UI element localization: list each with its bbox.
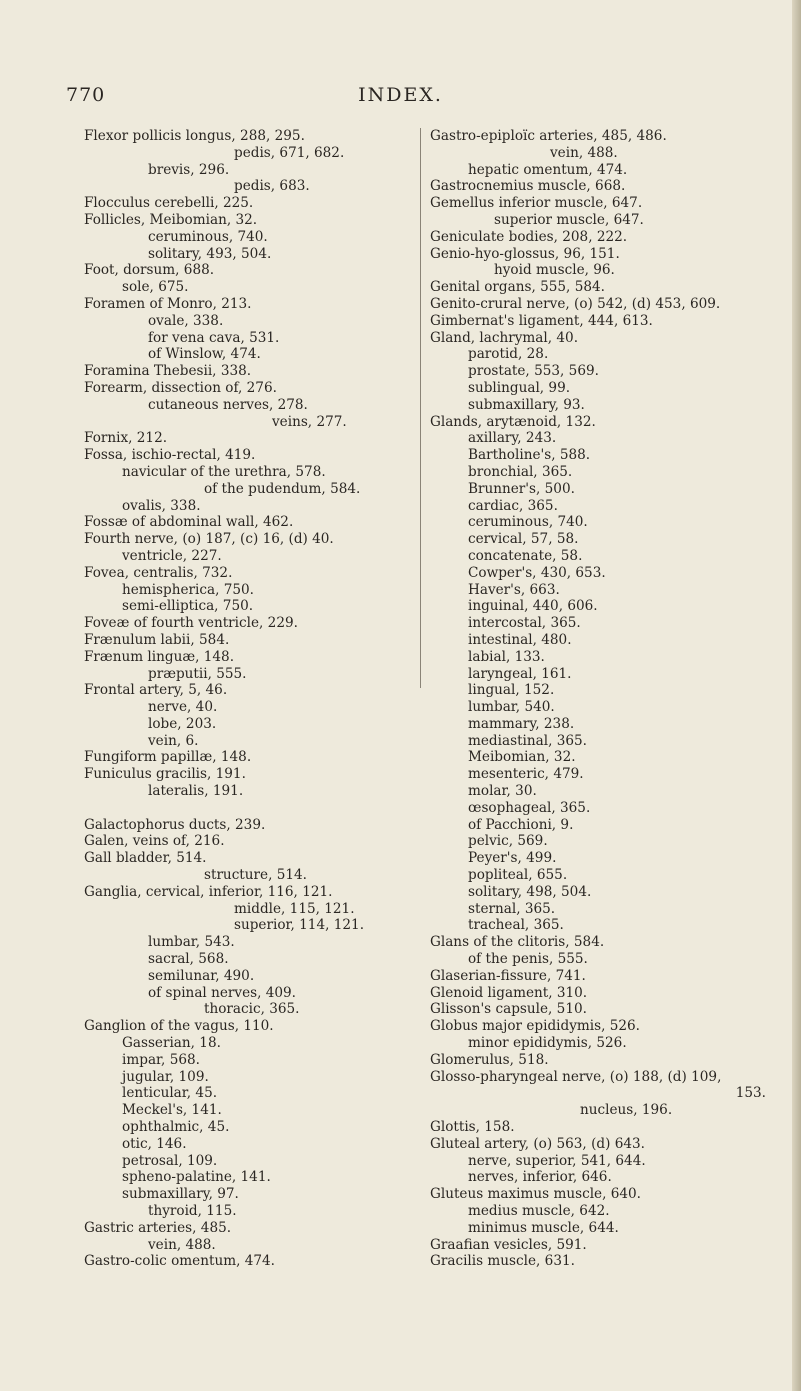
index-subentry: tracheal, 365. <box>468 917 564 934</box>
index-subentry: lingual, 152. <box>468 682 555 699</box>
index-entry: Frænulum labii, 584. <box>84 631 230 648</box>
index-subentry: inguinal, 440, 606. <box>468 598 598 615</box>
index-entry: Fossa, ischio-rectal, 419. <box>84 447 256 464</box>
index-subentry: lenticular, 45. <box>122 1085 218 1102</box>
index-entry: Gluteus maximus muscle, 640. <box>430 1186 642 1203</box>
index-subentry: Gasserian, 18. <box>122 1035 221 1052</box>
index-subentry: Meckel's, 141. <box>122 1102 222 1119</box>
index-subentry: solitary, 493, 504. <box>148 245 272 262</box>
page-number: 770 <box>66 84 106 106</box>
index-subentry: Brunner's, 500. <box>468 480 575 497</box>
index-subentry: otic, 146. <box>122 1135 187 1152</box>
index-subentry: axillary, 243. <box>468 430 557 447</box>
index-entry: Glans of the clitoris, 584. <box>430 934 605 951</box>
index-entry: Frontal artery, 5, 46. <box>84 682 228 699</box>
index-entry: Fourth nerve, (o) 187, (c) 16, (d) 40. <box>84 531 334 548</box>
index-entry: Globus major epididymis, 526. <box>430 1018 641 1035</box>
index-subentry: vein, 488. <box>550 144 618 161</box>
index-entry: Galactophorus ducts, 239. <box>84 816 266 833</box>
index-subentry: minor epididymis, 526. <box>468 1035 627 1052</box>
running-title: INDEX. <box>358 84 443 106</box>
index-subentry: Cowper's, 430, 653. <box>468 564 606 581</box>
index-subentry: impar, 568. <box>122 1051 200 1068</box>
index-subentry: cervical, 57, 58. <box>468 531 579 548</box>
index-subentry: Meibomian, 32. <box>468 749 576 766</box>
index-subentry: Bartholine's, 588. <box>468 447 591 464</box>
index-column-right <box>430 128 770 1270</box>
index-subentry: superior, 114, 121. <box>234 917 365 934</box>
index-entry: Graafian vesicles, 591. <box>430 1236 587 1253</box>
index-subentry: veins, 277. <box>272 413 347 430</box>
index-subentry: submaxillary, 97. <box>122 1186 239 1203</box>
index-subentry: middle, 115, 121. <box>234 900 355 917</box>
index-subentry: nerve, 40. <box>148 699 218 716</box>
index-subentry: cutaneous nerves, 278. <box>148 396 308 413</box>
index-entry: Funiculus gracilis, 191. <box>84 766 246 783</box>
index-entry: Fungiform papillæ, 148. <box>84 749 252 766</box>
page-edge <box>792 0 801 1391</box>
index-entry: Gimbernat's ligament, 444, 613. <box>430 312 653 329</box>
index-entry: Frænum linguæ, 148. <box>84 648 235 665</box>
index-entry: Glisson's capsule, 510. <box>430 1001 587 1018</box>
index-entry: Glands, arytænoid, 132. <box>430 413 596 430</box>
index-subentry: prostate, 553, 569. <box>468 363 599 380</box>
index-subentry: mesenteric, 479. <box>468 766 584 783</box>
index-subentry: sternal, 365. <box>468 900 556 917</box>
index-subentry: ovalis, 338. <box>122 497 201 514</box>
index-subentry: solitary, 498, 504. <box>468 883 592 900</box>
index-subentry: cardiac, 365. <box>468 497 558 514</box>
index-subentry: œsophageal, 365. <box>468 799 591 816</box>
index-subentry: intestinal, 480. <box>468 631 572 648</box>
index-entry: Gluteal artery, (o) 563, (d) 643. <box>430 1135 645 1152</box>
index-entry: Glottis, 158. <box>430 1119 515 1136</box>
index-subentry: of Winslow, 474. <box>148 346 261 363</box>
index-subentry: ophthalmic, 45. <box>122 1119 230 1136</box>
index-subentry: labial, 133. <box>468 648 545 665</box>
index-subentry: parotid, 28. <box>468 346 549 363</box>
index-entry: Gastric arteries, 485. <box>84 1219 232 1236</box>
index-subentry: pedis, 683. <box>234 178 310 195</box>
index-entry: Gracilis muscle, 631. <box>430 1253 575 1270</box>
index-subentry: for vena cava, 531. <box>148 329 280 346</box>
index-subentry: of the penis, 555. <box>468 951 588 968</box>
index-subentry: ceruminous, 740. <box>148 228 268 245</box>
index-subentry: lumbar, 540. <box>468 699 555 716</box>
index-subentry: ceruminous, 740. <box>468 514 588 531</box>
index-subentry: nerves, inferior, 646. <box>468 1169 612 1186</box>
index-subentry: lateralis, 191. <box>148 783 244 800</box>
index-subentry: hemispherica, 750. <box>122 581 254 598</box>
index-subentry: structure, 514. <box>204 867 307 884</box>
index-subentry: laryngeal, 161. <box>468 665 572 682</box>
column-divider <box>420 128 421 688</box>
index-subentry: submaxillary, 93. <box>468 396 585 413</box>
index-subentry: sole, 675. <box>122 279 189 296</box>
page-header <box>0 84 801 110</box>
index-subentry: of the pudendum, 584. <box>204 480 361 497</box>
index-entry: Ganglion of the vagus, 110. <box>84 1018 274 1035</box>
index-subentry: sacral, 568. <box>148 951 229 968</box>
index-subentry: semilunar, 490. <box>148 967 255 984</box>
index-subentry: pedis, 671, 682. <box>234 144 345 161</box>
index-subentry: petrosal, 109. <box>122 1152 218 1169</box>
index-entry: Flexor pollicis longus, 288, 295. <box>84 128 305 144</box>
index-entry: Genito-crural nerve, (o) 542, (d) 453, 609. <box>430 295 721 312</box>
index-subentry: thyroid, 115. <box>148 1203 237 1219</box>
index-entry: Forearm, dissection of, 276. <box>84 379 277 396</box>
index-subentry: Haver's, 663. <box>468 581 560 598</box>
index-subentry: Peyer's, 499. <box>468 850 557 867</box>
index-subentry: mediastinal, 365. <box>468 732 587 749</box>
index-entry: Gemellus inferior muscle, 647. <box>430 195 643 212</box>
index-entry: Foveæ of fourth ventricle, 229. <box>84 615 298 632</box>
index-subentry: nucleus, 196. <box>580 1102 673 1119</box>
index-subentry: nerve, superior, 541, 644. <box>468 1152 646 1169</box>
index-entry: Genital organs, 555, 584. <box>430 279 605 296</box>
index-subentry: intercostal, 365. <box>468 615 581 632</box>
index-subentry: hyoid muscle, 96. <box>494 262 615 279</box>
index-entry: Galen, veins of, 216. <box>84 833 225 850</box>
section-gap <box>84 800 414 817</box>
index-column-left <box>84 128 414 1270</box>
index-entry: Glenoid ligament, 310. <box>430 984 588 1001</box>
index-entry: Geniculate bodies, 208, 222. <box>430 228 628 245</box>
index-subentry: of spinal nerves, 409. <box>148 984 296 1001</box>
index-entry: Flocculus cerebelli, 225. <box>84 195 254 212</box>
index-entry: Ganglia, cervical, inferior, 116, 121. <box>84 883 333 900</box>
index-subentry: popliteal, 655. <box>468 867 568 884</box>
index-subentry: mammary, 238. <box>468 715 575 732</box>
index-subentry: vein, 488. <box>148 1236 216 1253</box>
index-entry: Gastro-epiploïc arteries, 485, 486. <box>430 128 667 144</box>
index-subentry: lobe, 203. <box>148 715 217 732</box>
index-subentry: sublingual, 99. <box>468 379 571 396</box>
index-subentry: concatenate, 58. <box>468 547 583 564</box>
index-entry: Follicles, Meibomian, 32. <box>84 211 258 228</box>
index-subentry: jugular, 109. <box>122 1068 209 1085</box>
index-subentry: bronchial, 365. <box>468 463 573 480</box>
index-entry: Gall bladder, 514. <box>84 850 207 867</box>
index-entry: Foot, dorsum, 688. <box>84 262 215 279</box>
index-entry: Glosso-pharyngeal nerve, (o) 188, (d) 109, <box>430 1068 722 1085</box>
index-entry: Fossæ of abdominal wall, 462. <box>84 514 294 531</box>
index-subentry: ovale, 338. <box>148 312 224 329</box>
index-subentry: thoracic, 365. <box>204 1001 300 1018</box>
index-subentry: of Pacchioni, 9. <box>468 816 574 833</box>
index-entry: Foramen of Monro, 213. <box>84 295 252 312</box>
index-subentry: molar, 30. <box>468 783 537 800</box>
index-entry: Gastrocnemius muscle, 668. <box>430 178 626 195</box>
index-subentry: 153. <box>735 1085 766 1102</box>
index-subentry: præputii, 555. <box>148 665 247 682</box>
index-entry: Glomerulus, 518. <box>430 1051 549 1068</box>
index-subentry: lumbar, 543. <box>148 934 235 951</box>
index-subentry: spheno-palatine, 141. <box>122 1169 271 1186</box>
index-subentry: medius muscle, 642. <box>468 1203 610 1219</box>
index-entry: Fovea, centralis, 732. <box>84 564 233 581</box>
index-entry: Gland, lachrymal, 40. <box>430 329 579 346</box>
index-subentry: navicular of the urethra, 578. <box>122 463 326 480</box>
index-subentry: brevis, 296. <box>148 161 230 178</box>
index-entry: Glaserian-fissure, 741. <box>430 967 586 984</box>
index-subentry: minimus muscle, 644. <box>468 1219 619 1236</box>
index-entry: Gastro-colic omentum, 474. <box>84 1253 275 1270</box>
index-subentry: semi-elliptica, 750. <box>122 598 254 615</box>
index-subentry: vein, 6. <box>148 732 199 749</box>
index-subentry: superior muscle, 647. <box>494 211 644 228</box>
index-entry: Foramina Thebesii, 338. <box>84 363 252 380</box>
index-entry: Genio-hyo-glossus, 96, 151. <box>430 245 620 262</box>
index-subentry: pelvic, 569. <box>468 833 548 850</box>
index-entry: Fornix, 212. <box>84 430 168 447</box>
index-subentry: ventricle, 227. <box>122 547 222 564</box>
index-subentry: hepatic omentum, 474. <box>468 161 628 178</box>
